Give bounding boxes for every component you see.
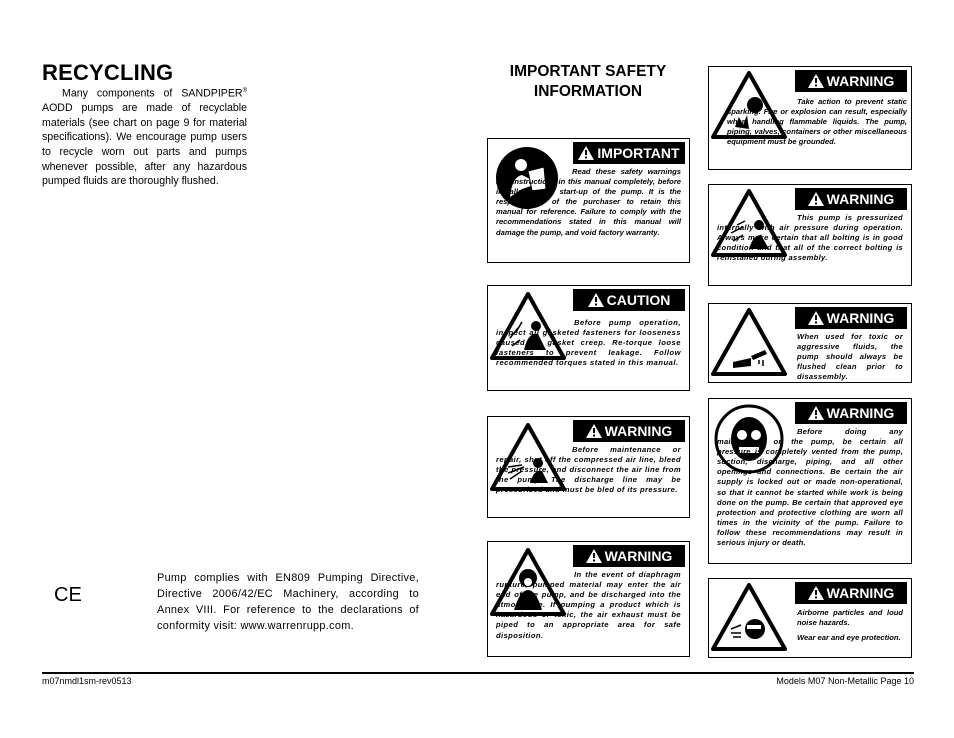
safety-section-title: IMPORTANT SAFETY INFORMATION	[509, 63, 667, 100]
caution-text: Before pump operation, inspect all gasketed fasteners for looseness caused by gasket creep. Re-torque loose fasteners to prevent leakage. Follow recommended torques stated in this manual.	[496, 318, 681, 368]
ce-mark-icon	[54, 584, 84, 604]
important-text: Read these safety warnings and instructions in this manual completely, before installation and start-up of the pump. It is the responsibility of the purchaser to retain this manual for reference. Failure to comply with the recommendations stated in this manual will damage the pump, and void factory warranty.	[496, 167, 681, 237]
alert-triangle-icon	[808, 311, 824, 325]
warning-label: WARNING	[826, 310, 895, 326]
warning-discharge-header	[573, 420, 685, 442]
corrosive-hand-icon	[711, 308, 787, 376]
alert-triangle-icon	[586, 424, 602, 438]
warning-pressurized-card	[708, 184, 912, 286]
warning-airborne-header	[795, 582, 907, 604]
warning-label: WARNING	[826, 405, 895, 421]
warning-discharge-text: Before maintenance or repair, shut off the compressed air line, bleed the pressure, and disconnect the air line from the pump. The discharge line may be pressurized and must be bled of its pressure.	[496, 445, 681, 495]
recycling-title: RECYCLING	[42, 60, 174, 85]
alert-triangle-icon	[588, 293, 604, 307]
warning-static-card	[708, 66, 912, 170]
ear-eye-protection-icon	[711, 583, 787, 651]
alert-triangle-icon	[808, 192, 824, 206]
warning-toxic-card	[708, 303, 912, 383]
alert-triangle-icon	[808, 74, 824, 88]
warning-static-header	[795, 70, 907, 92]
warning-airborne-text-2: Wear ear and eye protection.	[797, 633, 901, 642]
alert-triangle-icon	[586, 549, 602, 563]
warning-label: WARNING	[604, 548, 673, 564]
registered-mark: ®	[242, 88, 247, 94]
warning-toxic-text: When used for toxic or aggressive fluids, the pump should always be flushed clean prior to disassembly.	[797, 332, 903, 382]
svg-text:CE: CE	[54, 584, 82, 604]
warning-diaphragm-header	[573, 545, 685, 567]
page-footer-label: Models M07 Non-Metallic Page 10	[776, 676, 914, 686]
recycling-text-rest: AODD pumps are made of recyclable materials (see chart on page 9 for material specifications). We encourage pump users to recycle worn out parts and pumps whenever possible, after any hazardous pumped fluids are thoroughly flushed.	[42, 102, 247, 188]
warning-maintenance-text: Before doing any maintenance on the pump, be certain all pressure is completely vented from the pump, suction, discharge, piping, and all other openings and connections. Be certain the air supply is locked out or made non-operational, so that it cannot be started while work is being done on the pump. Be certain that approved eye protection and protective clothing are worn all times in the vicinity of the pump. Failure to follow these recommendations may result in serious injury or death.	[717, 427, 903, 548]
warning-label: WARNING	[826, 191, 895, 207]
warning-label: WARNING	[604, 423, 673, 439]
warning-maintenance-card	[708, 398, 912, 564]
important-label: IMPORTANT	[597, 145, 680, 161]
warning-pressurized-header	[795, 188, 907, 210]
important-card	[487, 138, 690, 263]
warning-static-text: Take action to prevent static sparking. Fire or explosion can result, especially when handling flammable liquids. The pump, piping, valves, containers or other miscellaneous equipment must be grounded.	[727, 97, 907, 147]
alert-triangle-icon	[808, 586, 824, 600]
warning-airborne-card	[708, 578, 912, 658]
warning-label: WARNING	[826, 585, 895, 601]
warning-diaphragm-card	[487, 541, 690, 657]
recycling-text-start: Many components of SANDPIPER	[62, 87, 243, 100]
warning-pressurized-text: This pump is pressurized internally with air pressure during operation. Always make certain that all bolting is in good condition and that all of the correct bolting is reinstalled during assembly.	[717, 213, 903, 263]
recycling-paragraph	[42, 84, 247, 189]
warning-toxic-header	[795, 307, 907, 329]
document-code: m07nmdl1sm-rev0513	[42, 676, 132, 686]
warning-airborne-text-1: Airborne particles and loud noise hazards.	[797, 608, 903, 628]
important-header	[573, 142, 685, 164]
caution-header	[573, 289, 685, 311]
caution-card	[487, 285, 690, 391]
alert-triangle-icon	[578, 146, 594, 160]
warning-diaphragm-text: In the event of diaphragm rupture, pumped material may enter the air end of the pump, and be discharged into the atmosphere. If pumping a product which is hazardous or toxic, the air exhaust must be piped to an appropriate area for safe disposition.	[496, 570, 681, 640]
alert-triangle-icon	[808, 406, 824, 420]
warning-label: WARNING	[826, 73, 895, 89]
caution-label: CAUTION	[606, 292, 671, 308]
footer-divider	[42, 672, 914, 674]
compliance-statement: Pump complies with EN809 Pumping Directive, Directive 2006/42/EC Machinery, according to Annex VIII. For reference to the declarations of conformity visit: www.warrenrupp.com.	[157, 572, 419, 632]
warning-maintenance-header	[795, 402, 907, 424]
warning-discharge-card	[487, 416, 690, 518]
